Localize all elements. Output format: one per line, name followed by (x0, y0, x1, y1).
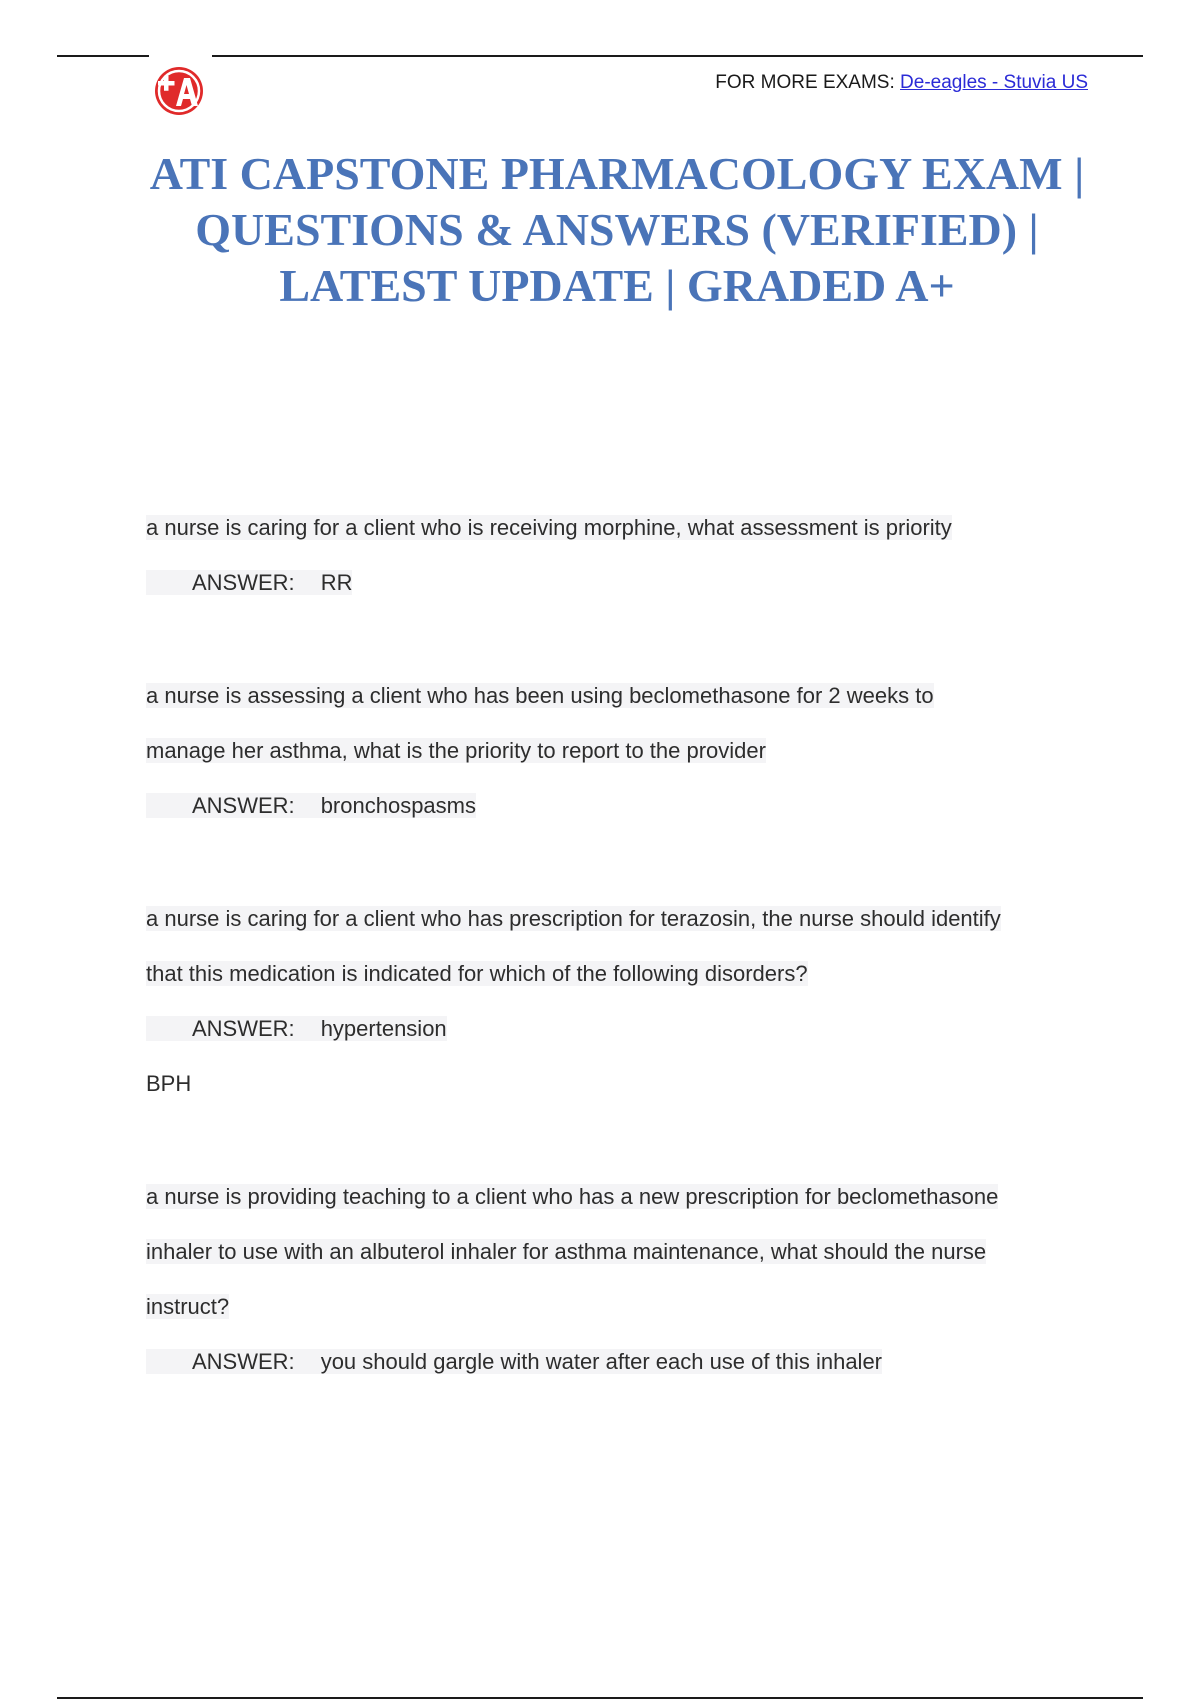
header-rule-right (212, 55, 1143, 57)
document-title: ATI CAPSTONE PHARMACOLOGY EXAM | QUESTIONS & ANSWERS (VERIFIED) | LATEST UPDATE | GRADED A+ (149, 148, 1085, 311)
answer-label: ANSWER: (192, 570, 295, 595)
question-line: inhaler to use with an albuterol inhaler for asthma maintenance, what should the nurse (146, 1239, 987, 1264)
answer-4 (146, 1334, 1106, 1389)
answer-1 (146, 555, 1106, 610)
qa-item-4 (146, 1169, 1106, 1389)
qa-item-1 (146, 500, 1106, 610)
answer-text: RR (320, 570, 353, 595)
qa-list (146, 500, 1106, 1389)
question-1 (146, 500, 1106, 555)
question-line: a nurse is assessing a client who has been using beclomethasone for 2 weeks to (146, 683, 934, 708)
footer-rule (57, 1697, 1143, 1699)
question-3 (146, 891, 1106, 946)
question-2 (146, 668, 1106, 723)
answer-label: ANSWER: (192, 1349, 295, 1374)
stuvia-link[interactable]: De-eagles - Stuvia US (900, 72, 1088, 93)
answer-label: ANSWER: (192, 1016, 295, 1041)
answer-text: you should gargle with water after each use of this inhaler (320, 1349, 883, 1374)
header-prefix: FOR MORE EXAMS: (715, 72, 901, 93)
question-line: manage her asthma, what is the priority to report to the provider (146, 738, 766, 763)
answer-2 (146, 778, 1106, 833)
answer-text: hypertension (320, 1016, 447, 1041)
answer-label: ANSWER: (192, 793, 295, 818)
question-line: a nurse is caring for a client who is receiving morphine, what assessment is priority (146, 515, 952, 540)
header-more-exams (715, 72, 1088, 94)
question-line: a nurse is providing teaching to a client who has a new prescription for beclomethasone (146, 1184, 999, 1209)
question-line: instruct? (146, 1294, 230, 1319)
header-rule-left (57, 55, 149, 57)
answer-extra-3: BPH (146, 1071, 192, 1096)
answer-3 (146, 1001, 1106, 1056)
answer-text: bronchospasms (320, 793, 476, 818)
question-line: that this medication is indicated for which of the following disorders? (146, 961, 808, 986)
question-line: a nurse is caring for a client who has prescription for terazosin, the nurse should identify (146, 906, 1001, 931)
question-4 (146, 1169, 1106, 1224)
qa-item-3 (146, 891, 1106, 1111)
red-circle-plus-a-logo (152, 64, 206, 118)
qa-item-2 (146, 668, 1106, 833)
